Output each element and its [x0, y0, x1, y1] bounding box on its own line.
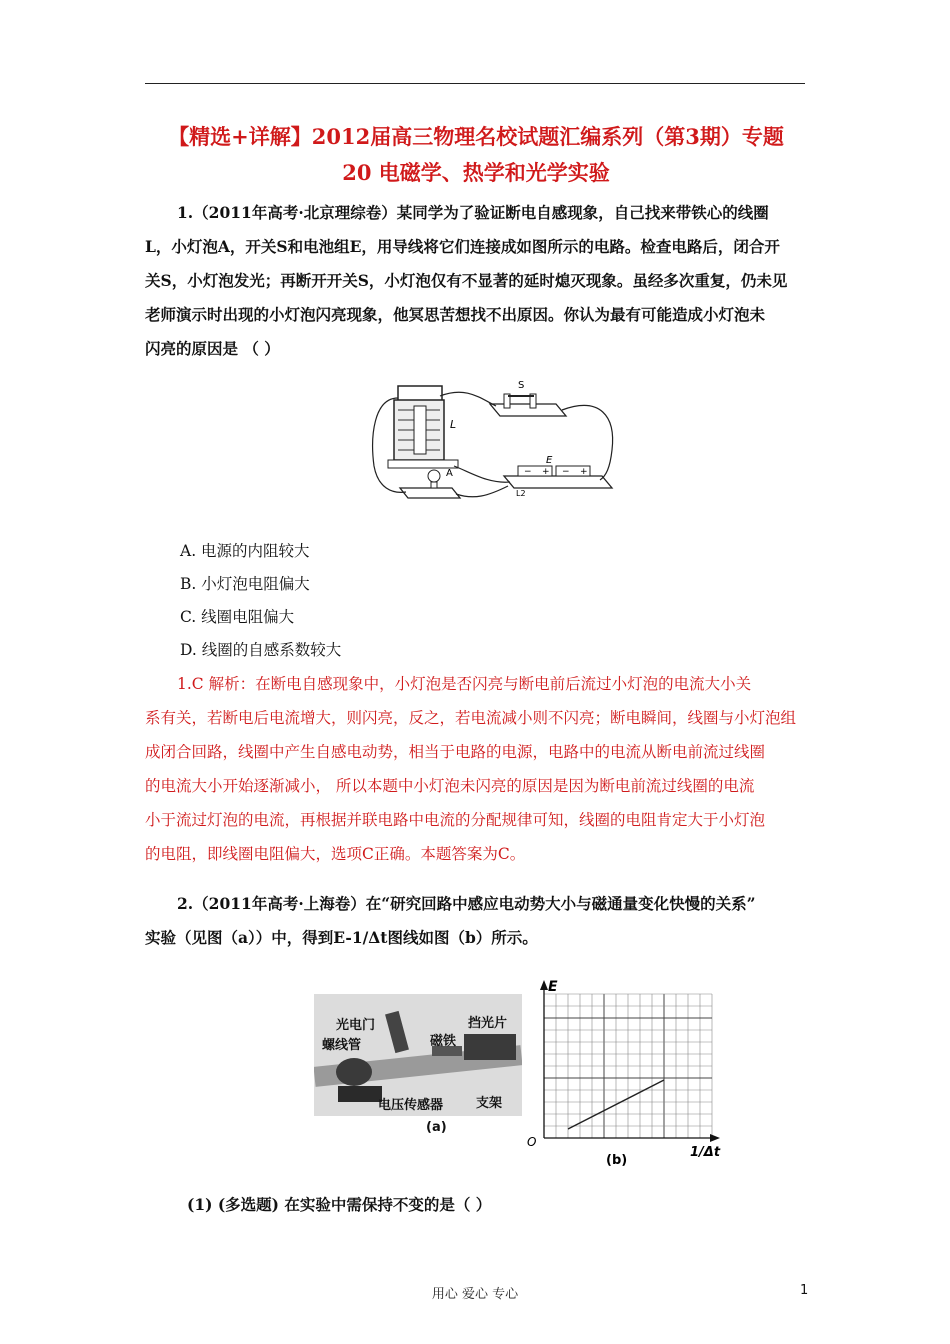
photo-caption-a: (a) [426, 1120, 447, 1135]
photo-label-solenoid: 螺线管 [322, 1038, 362, 1053]
answer-line: 成闭合回路，线圈中产生自感电动势，相当于电路的电源，电路中的电流从断电前流过线圈 [145, 743, 766, 761]
option-a: A. 电源的内阻较大 [180, 542, 310, 560]
question-1-line: L，小灯泡A，开关S和电池组E，用导线将它们连接成如图所示的电路。检查电路后，闭合开 [145, 237, 780, 256]
answer-analysis [145, 667, 807, 871]
svg-text:+: + [542, 467, 550, 477]
photo-label-gate: 光电门 [336, 1018, 376, 1033]
page-footer: 用心 爱心 专心 [431, 1287, 519, 1302]
question-2-line: 2.（2011年高考·上海卷）在“研究回路中感应电动势大小与磁通量变化快慢的关系” [177, 894, 756, 913]
answer-line: 的电阻，即线圈电阻偏大，选项C正确。本题答案为C。 [145, 845, 526, 863]
battery [504, 466, 612, 488]
photo-label-sensor: 电压传感器 [378, 1098, 444, 1113]
graph-grid [544, 994, 712, 1138]
answer-line: 1.C 解析：在断电自感现象中，小灯泡是否闪亮与断电前后流过小灯泡的电流大小关 [177, 675, 752, 693]
question-1 [145, 196, 807, 366]
y-axis-arrow [540, 980, 548, 990]
x-axis-label: 1/Δt [690, 1145, 721, 1160]
coil-label: L [450, 418, 457, 431]
svg-text:−: − [524, 467, 532, 477]
question-2-sub1-text: (1) (多选题) 在实验中需保持不变的是（ ） [187, 1195, 492, 1214]
option-c: C. 线圈电阻偏大 [180, 608, 295, 626]
question-2-line: 实验（见图（a））中，得到E-1/Δt图线如图（b）所示。 [145, 928, 538, 947]
e-vs-inverse-t-graph [524, 976, 734, 1172]
battery-label: E [546, 455, 553, 466]
switch [490, 394, 566, 416]
svg-text:+: + [580, 467, 588, 477]
question-1-line: 1.（2011年高考·北京理综卷）某同学为了验证断电自感现象，自己找来带铁心的线圈 [177, 203, 769, 222]
page-number: 1 [800, 1283, 809, 1298]
question-1-line: 老师演示时出现的小灯泡闪亮现象，他冥思苦想找不出原因。你认为最有可能造成小灯泡未 [145, 305, 766, 324]
battery-sub-label: L2 [516, 489, 526, 498]
photo-label-shutter: 挡光片 [468, 1016, 508, 1031]
photo-label-stand: 支架 [476, 1096, 503, 1111]
document-title-line1: 【精选+详解】2012届高三物理名校试题汇编系列（第3期）专题 [168, 124, 784, 149]
circuit-figure [370, 376, 620, 516]
question-1-line: 闪亮的原因是 （ ） [145, 339, 280, 358]
answer-line: 小于流过灯泡的电流，再根据并联电路中电流的分配规律可知，线圈的电阻肯定大于小灯泡 [145, 811, 766, 829]
lamp-label: A [446, 468, 453, 479]
answer-line: 系有关，若断电后电流增大，则闪亮，反之，若电流减小则不闪亮；断电瞬间，线圈与小灯泡组 [145, 709, 797, 727]
graph-caption-b: (b) [606, 1153, 628, 1168]
switch-label: S [518, 380, 525, 391]
coil-with-iron-core [388, 386, 458, 468]
origin-label: O [527, 1135, 537, 1149]
answer-line: 的电流大小开始逐渐减小， 所以本题中小灯泡未闪亮的原因是因为断电前流过线圈的电流 [145, 777, 755, 795]
y-axis-label: E [548, 979, 558, 995]
x-axis-arrow [710, 1134, 720, 1142]
option-d: D. 线圈的自感系数较大 [180, 641, 342, 659]
question-2 [145, 887, 807, 955]
document-title-line2: 20 电磁学、热学和光学实验 [342, 160, 610, 185]
question-1-line: 关S，小灯泡发光；再断开开关S，小灯泡仅有不显著的延时熄灭现象。虽经多次重复，仍未见 [145, 271, 788, 290]
question-2-sub1 [145, 1188, 807, 1222]
header-rule [145, 83, 805, 84]
option-b: B. 小灯泡电阻偏大 [180, 575, 310, 593]
photo-label-magnet: 磁铁 [430, 1034, 457, 1049]
svg-text:−: − [562, 467, 570, 477]
